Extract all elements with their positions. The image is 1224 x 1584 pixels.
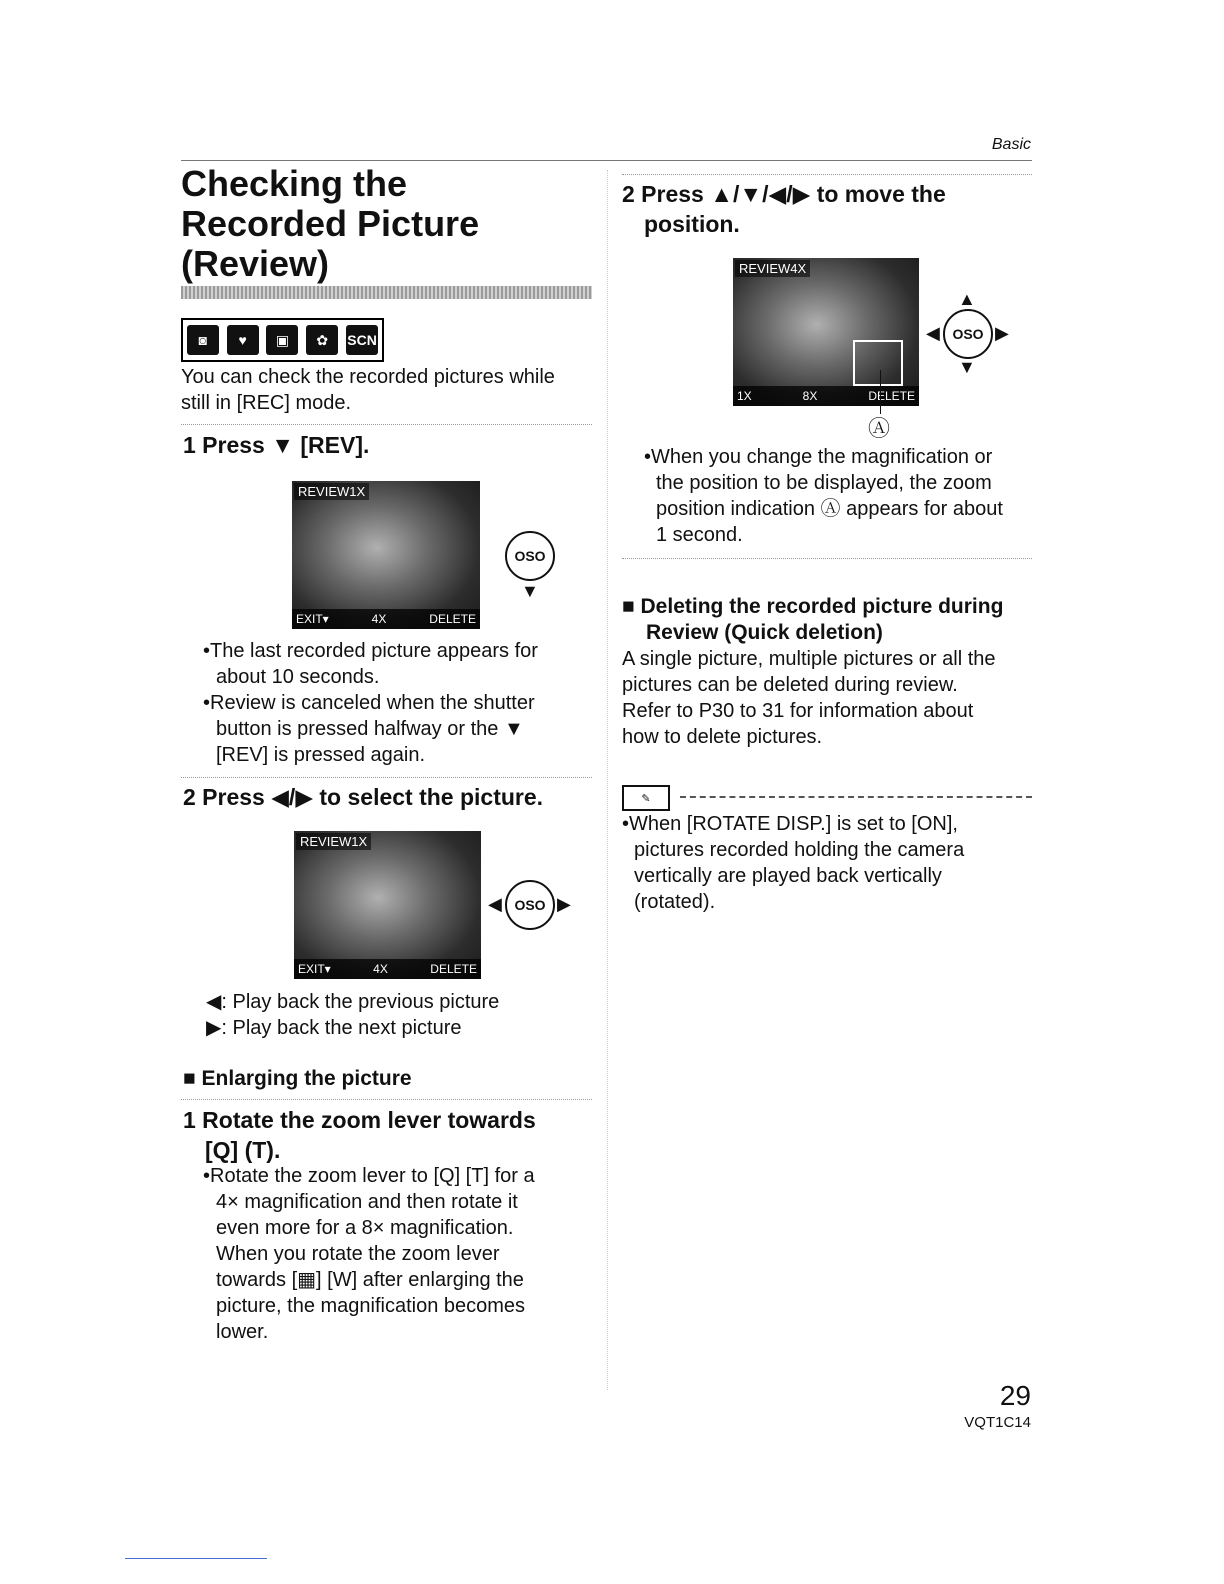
intro-text [181,364,555,416]
title-line-3: (Review) [181,243,330,284]
simple-mode-icon: ▣ [266,325,298,355]
zoom-label: 8X [802,389,818,403]
callout-marker-a: Ⓐ [868,416,891,441]
screen-bottom-bar [733,386,919,406]
page-title [181,164,601,284]
enlarge-line: lower. [216,1321,269,1343]
right-arrow-icon: ▶ [995,323,1009,343]
screen-bottom-bar [292,609,480,629]
bullet-line: •When you change the magnification or [644,446,993,468]
enlarge-line: even more for a 8× magnification. [216,1217,514,1239]
up-arrow-icon: ▲ [958,289,976,309]
screen-top-label: REVIEW1X [294,483,369,500]
review-screen-2 [294,831,481,979]
page-number: 29 [999,1380,1031,1411]
section-tag: Basic [991,136,1031,153]
heart-icon: ♥ [227,325,259,355]
review-screen-4x [733,258,919,406]
divider [622,558,1032,559]
delete-heading-line-1: ■ Deleting the recorded picture during [622,595,1004,618]
bullet-line: button is pressed halfway or the ▼ [216,718,524,740]
right-step-line-2: position. [644,211,740,237]
zoom-label: 4X [373,962,388,976]
review-screen-1 [292,481,480,629]
screen-top-label: REVIEW4X [735,260,810,277]
screen-photo [292,481,480,629]
zoom-label: 4X [371,612,387,626]
enlarge-line: picture, the magnification becomes [216,1295,526,1317]
bullet-line: about 10 seconds. [216,666,380,688]
step1-bullets [203,638,583,768]
enlarge-step1-heading [183,1105,603,1165]
bullet-line: position indication Ⓐ appears for about [656,498,1003,520]
camera-icon: ◙ [187,325,219,355]
bullet-line: 1 second. [656,524,743,546]
bullet-line: •The last recorded picture appears for [203,640,538,662]
step1-heading: 1 Press ▼ [REV]. [183,432,370,458]
cursor-dial-icon: OSO [943,309,993,359]
title-line-2: Recorded Picture [181,203,480,244]
down-arrow-icon: ▼ [958,357,976,377]
exit-label: EXIT▾ [298,962,331,976]
note-line: vertically are played back vertically [634,865,942,887]
right-step2-heading [622,179,1032,239]
divider [622,174,1032,175]
right-arrow-icon: ▶ [557,894,571,914]
top-rule [181,160,1032,161]
step2-heading: 2 Press ◀/▶ to select the picture. [183,784,544,810]
delete-line: how to delete pictures. [622,726,823,748]
callout-line [880,370,881,414]
delete-text [622,646,1032,750]
note-line: •When [ROTATE DISP.] is set to [ON], [622,813,958,835]
intro-line-1: You can check the recorded pictures while [181,366,555,388]
document-code: VQT1C14 [964,1414,1031,1431]
title-underline-bar [181,286,592,299]
cursor-dial-icon: OSO [505,880,555,930]
enlarge-step-line-1: 1 Rotate the zoom lever towards [183,1107,536,1133]
note-line: pictures recorded holding the camera [634,839,965,861]
delete-heading [622,594,1032,646]
zoom-indication-bullet [644,444,1034,548]
magnification-left: 1X [737,389,752,403]
bottom-link-line [125,1558,267,1559]
left-arrow-icon: ◀ [488,894,502,914]
exit-label: EXIT▾ [296,612,329,626]
delete-line: pictures can be deleted during review. [622,674,958,696]
cursor-dial-icon: OSO [505,531,555,581]
note-dash-line [680,796,1032,798]
note-line: (rotated). [634,891,716,913]
down-arrow-icon: ▼ [521,581,539,601]
mode-icons [181,318,384,362]
intro-line-2: still in [REC] mode. [181,392,352,414]
note-icon: ✎ [622,785,670,811]
screen-bottom-bar [294,959,481,979]
enlarge-line: •Rotate the zoom lever to [Q] [T] for a [203,1165,535,1187]
delete-line: Refer to P30 to 31 for information about [622,700,974,722]
enlarge-line: towards [▦] [W] after enlarging the [216,1269,524,1291]
delete-heading-line-2: Review (Quick deletion) [646,621,883,644]
screen-top-label: REVIEW1X [296,833,371,850]
macro-icon: ✿ [306,325,338,355]
bullet-line: the position to be displayed, the zoom [656,472,992,494]
divider [181,777,592,778]
nav-prev-item: ◀: Play back the previous picture [206,991,500,1013]
zoom-position-box [853,340,903,386]
delete-label: DELETE [430,962,477,976]
nav-next-item: ▶: Play back the next picture [206,1017,462,1039]
right-step-line-1: 2 Press ▲/▼/◀/▶ to move the [622,181,946,207]
navigation-list [206,989,499,1041]
title-line-1: Checking the [181,163,408,204]
divider [181,424,592,425]
enlarge-bullets [203,1163,593,1345]
divider [181,1099,592,1100]
enlarge-line: 4× magnification and then rotate it [216,1191,518,1213]
left-arrow-icon: ◀ [926,323,940,343]
delete-label: DELETE [868,389,915,403]
bullet-line: [REV] is pressed again. [216,744,425,766]
enlarge-heading: ■ Enlarging the picture [183,1067,412,1090]
note-text [622,811,1032,915]
scene-icon: SCN [346,325,378,355]
screen-photo [294,831,481,979]
enlarge-line: When you rotate the zoom lever [216,1243,500,1265]
delete-line: A single picture, multiple pictures or all the [622,648,996,670]
bullet-line: •Review is canceled when the shutter [203,692,535,714]
column-divider [607,170,608,1390]
delete-label: DELETE [429,612,476,626]
enlarge-step-line-2: [Q] (T). [205,1137,281,1163]
